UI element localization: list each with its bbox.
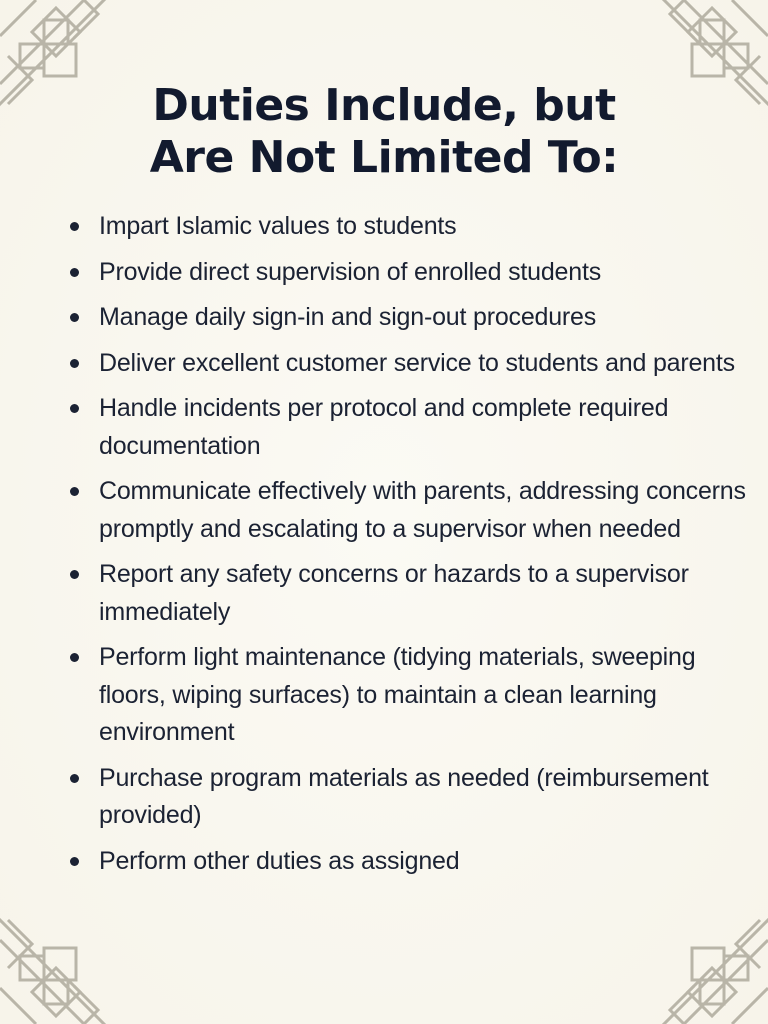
geometric-ornament-icon bbox=[648, 904, 768, 1024]
duty-list-item bbox=[68, 760, 758, 835]
bullet-icon bbox=[70, 404, 79, 413]
duty-list-item bbox=[68, 345, 758, 383]
corner-ornament-bottom-right bbox=[648, 904, 768, 1024]
duty-text: Perform other duties as assigned bbox=[99, 846, 460, 875]
duty-text: Impart Islamic values to students bbox=[99, 212, 457, 240]
duty-list-item bbox=[68, 390, 758, 465]
bullet-icon bbox=[70, 570, 79, 579]
duty-list-item bbox=[68, 843, 758, 881]
bullet-icon bbox=[70, 359, 79, 368]
bullet-icon bbox=[70, 222, 79, 231]
bullet-icon bbox=[70, 268, 79, 277]
bullet-icon bbox=[70, 774, 79, 783]
bullet-icon bbox=[70, 487, 79, 496]
duty-text: Report any safety concerns or hazards to a supervisor immediately bbox=[99, 560, 689, 626]
bullet-icon bbox=[70, 653, 79, 662]
page-title-line-2: Are Not Limited To: bbox=[149, 132, 619, 183]
duty-text: Purchase program materials as needed (reimbursement provided) bbox=[99, 763, 709, 829]
duty-list-item bbox=[68, 473, 758, 548]
page-title-line-1: Duties Include, but bbox=[152, 80, 616, 131]
duty-list-item bbox=[68, 556, 758, 631]
geometric-ornament-icon bbox=[0, 904, 120, 1024]
duty-text: Communicate effectively with parents, addressing concerns promptly and escalating to a supervisor when needed bbox=[99, 477, 746, 543]
duty-list-item bbox=[68, 254, 758, 292]
bullet-icon bbox=[70, 857, 79, 866]
duty-list-item bbox=[68, 299, 758, 337]
duty-text: Perform light maintenance (tidying materials, sweeping floors, wiping surfaces) to maintain a clean learning environment bbox=[99, 643, 696, 746]
duty-list-item bbox=[68, 208, 758, 246]
duties-list bbox=[68, 208, 758, 888]
page-title bbox=[0, 80, 768, 184]
corner-ornament-bottom-left bbox=[0, 904, 120, 1024]
bullet-icon bbox=[70, 313, 79, 322]
duty-list-item bbox=[68, 639, 758, 752]
duty-text: Provide direct supervision of enrolled students bbox=[99, 257, 601, 286]
duty-text: Manage daily sign-in and sign-out procedures bbox=[99, 303, 597, 331]
duty-text: Handle incidents per protocol and complete required documentation bbox=[99, 394, 669, 460]
duty-text: Deliver excellent customer service to students and parents bbox=[99, 348, 735, 377]
